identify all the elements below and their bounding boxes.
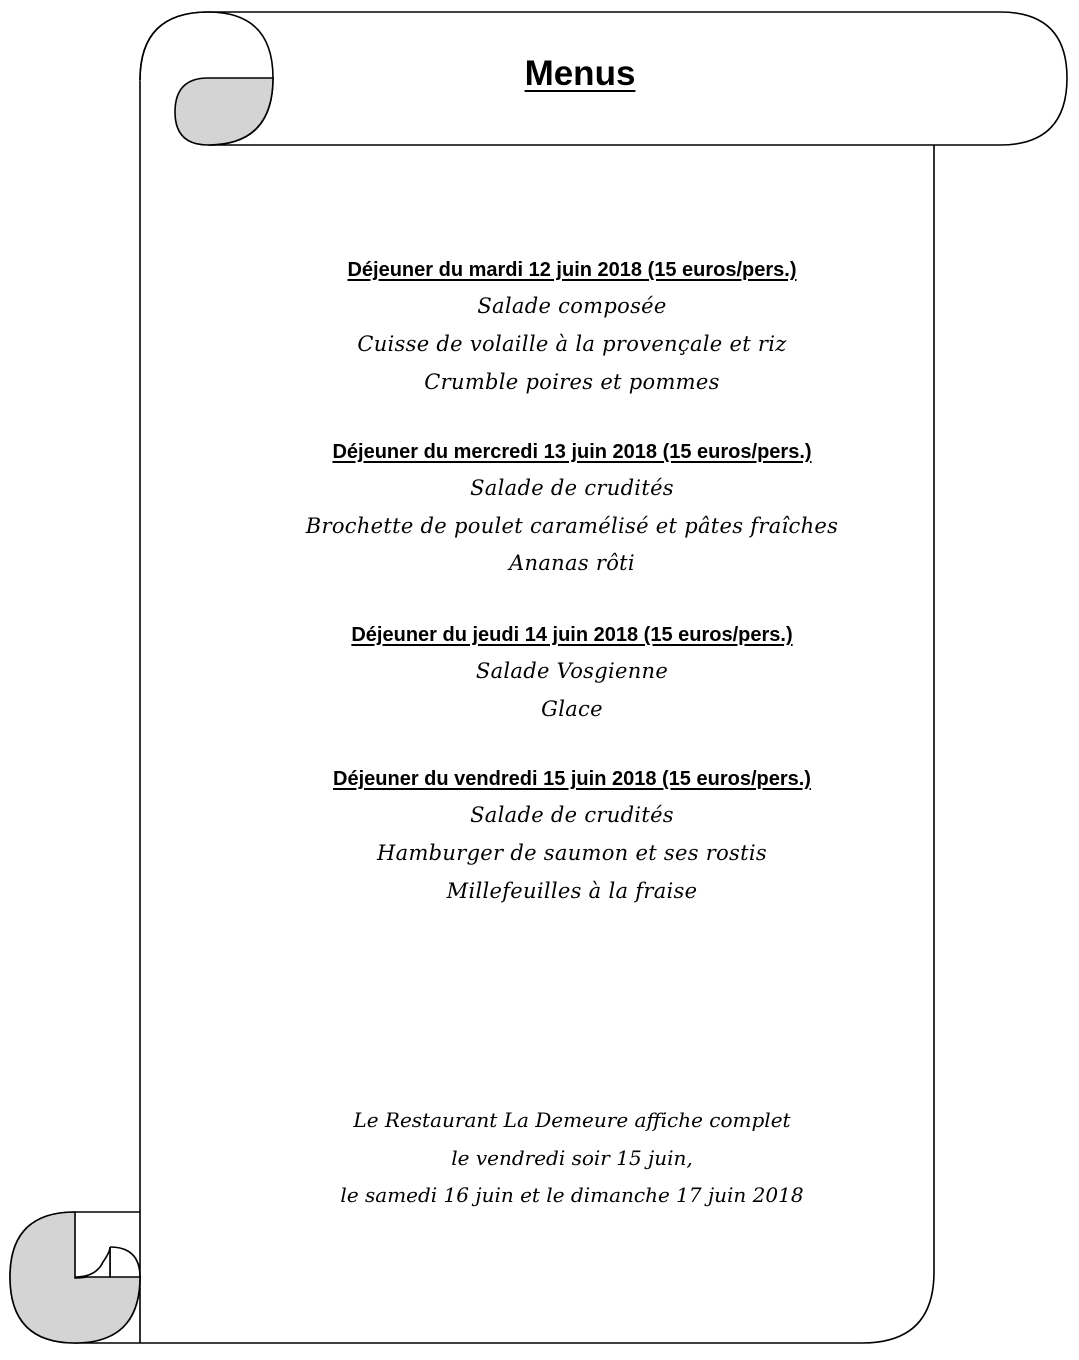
notice-line-3: le samedi 16 juin et le dimanche 17 juin 2018	[340, 1183, 804, 1207]
scroll-bottom-curl-inner	[75, 1247, 110, 1277]
menu-heading-wednesday: Déjeuner du mercredi 13 juin 2018 (15 euros/pers.)	[332, 441, 812, 463]
dish-tuesday-starter: Salade composée	[477, 294, 667, 318]
dish-thursday-dessert: Glace	[541, 697, 603, 721]
notice-line-2: le vendredi soir 15 juin,	[451, 1146, 693, 1170]
dish-friday-main: Hamburger de saumon et ses rostis	[377, 841, 767, 865]
page-title: Menus	[524, 54, 636, 93]
dish-tuesday-dessert: Crumble poires et pommes	[424, 370, 720, 394]
dish-friday-starter: Salade de crudités	[470, 803, 674, 827]
dish-friday-dessert: Millefeuilles à la fraise	[446, 879, 698, 903]
menu-heading-tuesday: Déjeuner du mardi 12 juin 2018 (15 euros/pers.)	[347, 259, 797, 281]
menu-heading-thursday: Déjeuner du jeudi 14 juin 2018 (15 euros/pers.)	[351, 624, 793, 646]
dish-wednesday-starter: Salade de crudités	[470, 476, 674, 500]
notice-line-1: Le Restaurant La Demeure affiche complet	[353, 1108, 791, 1132]
dish-wednesday-main: Brochette de poulet caramélisé et pâtes fraîches	[305, 514, 839, 538]
menu-heading-friday: Déjeuner du vendredi 15 juin 2018 (15 euros/pers.)	[333, 768, 811, 790]
dish-tuesday-main: Cuisse de volaille à la provençale et riz	[357, 332, 787, 356]
dish-wednesday-dessert: Ananas rôti	[509, 551, 635, 575]
dish-thursday-starter: Salade Vosgienne	[475, 659, 669, 683]
